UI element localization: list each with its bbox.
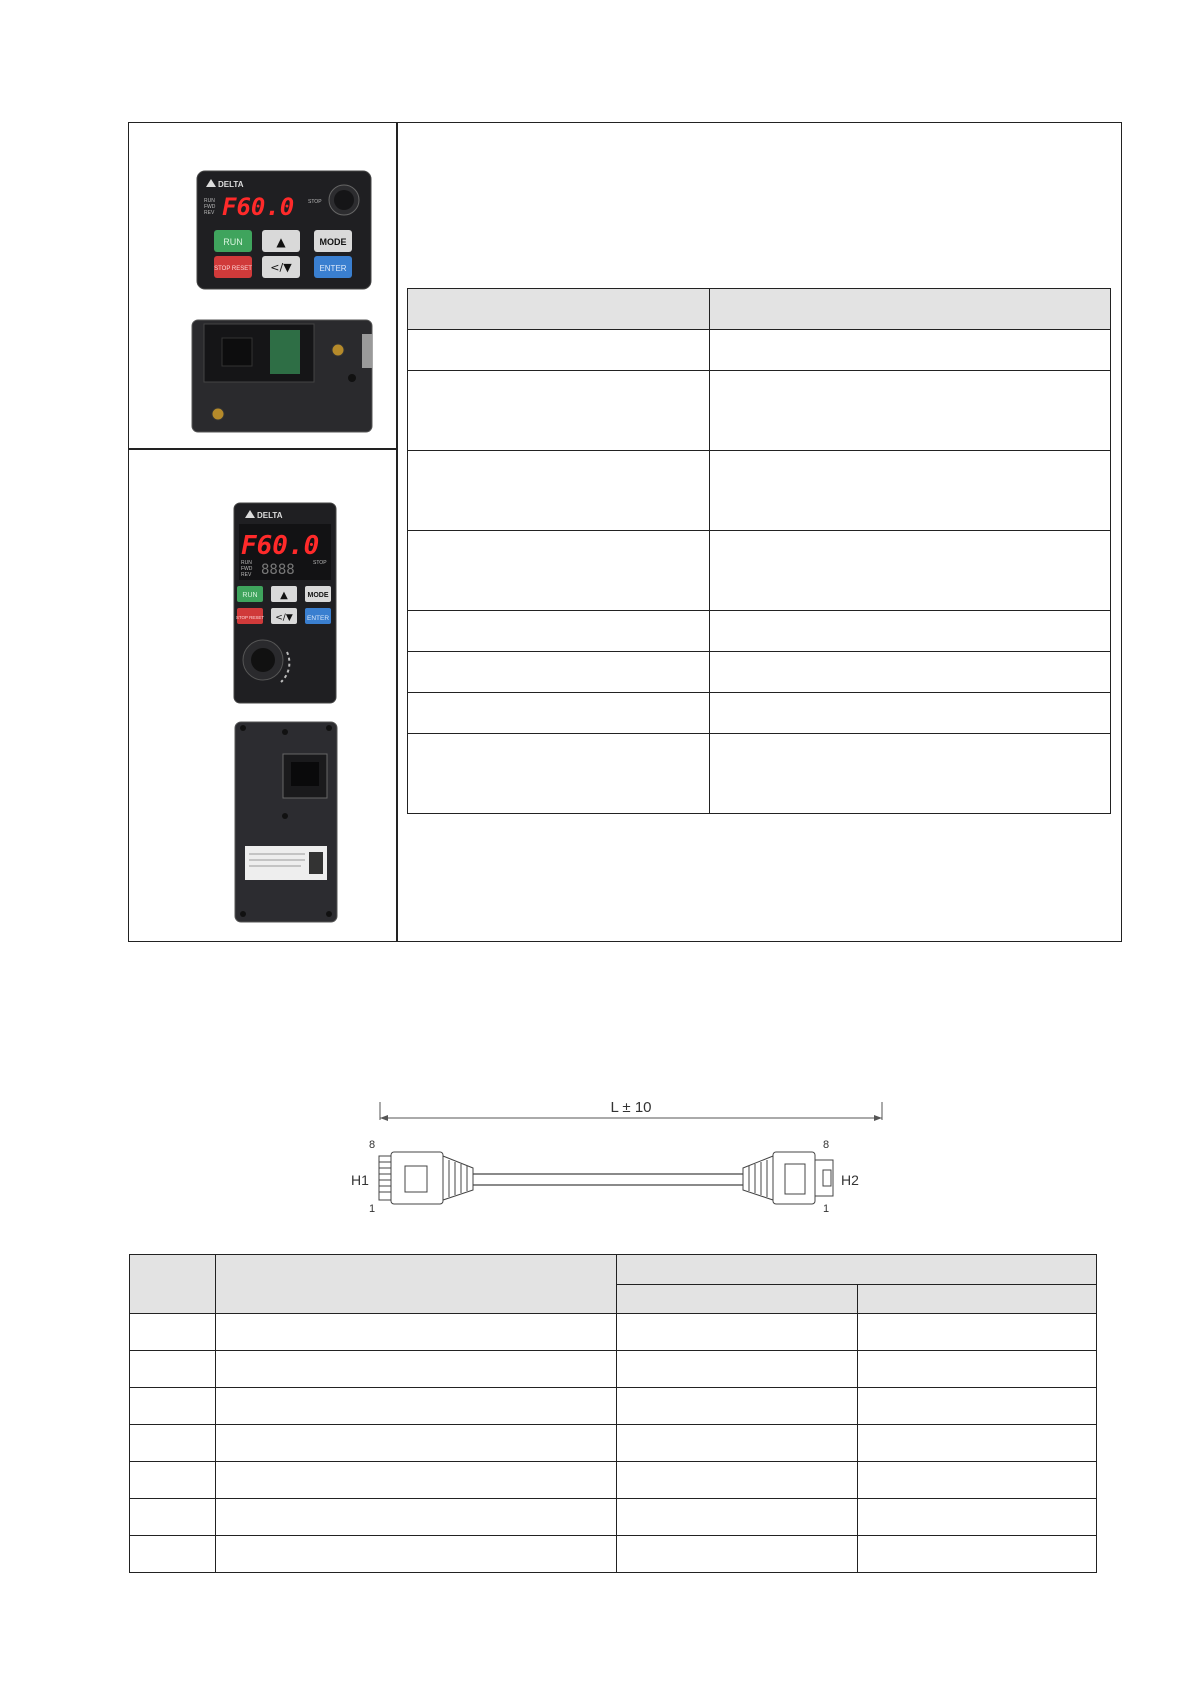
cable-table-cell	[130, 1462, 216, 1499]
cable-table-header-row-1	[130, 1255, 1097, 1285]
keypad-b-indicator-rev: REV	[241, 572, 252, 578]
cable-table-cell	[617, 1425, 858, 1462]
cable-table-cell	[617, 1388, 858, 1425]
keypad-a-indicator-run: RUN	[204, 198, 215, 204]
h1-plug-contacts	[379, 1156, 391, 1200]
cable-table-cell	[130, 1536, 216, 1573]
keypad-b-indicator-run: RUN	[241, 560, 252, 566]
keypad-a-circuit-board	[270, 330, 300, 374]
cable-table-cell	[858, 1536, 1097, 1573]
cable-table-cell	[216, 1314, 617, 1351]
spec-table-cell	[408, 611, 710, 652]
keypad-b-stop-indicator: STOP	[313, 560, 327, 566]
cable-table-cell	[216, 1499, 617, 1536]
cable-table-row	[130, 1499, 1097, 1536]
cable-table-header-cell	[216, 1255, 617, 1314]
spec-table-row	[408, 693, 1111, 734]
cable-table-row	[130, 1536, 1097, 1573]
keypad-b-sub-display: 8888	[261, 562, 295, 578]
spec-table-row	[408, 652, 1111, 693]
cable-table-cell	[130, 1499, 216, 1536]
keypad-a-brand: DELTA	[218, 180, 244, 189]
spec-table-cell	[408, 451, 710, 531]
spec-table-cell	[408, 652, 710, 693]
keypad-a-led-display: F60.0	[222, 193, 295, 221]
h1-connector-label: H1	[351, 1172, 369, 1188]
keypad-a-back-image	[190, 316, 376, 436]
cable-table-cell	[130, 1351, 216, 1388]
keypad-b-brand: DELTA	[257, 511, 283, 520]
keypad-b-back-image	[233, 720, 339, 924]
spec-table-row	[408, 531, 1111, 611]
keypad-b-qr-code	[309, 852, 323, 874]
spec-table-cell	[710, 371, 1111, 451]
keypad-b-led-display: F60.0	[241, 531, 320, 561]
frame-divider-vertical	[396, 122, 398, 942]
spec-table-cell	[710, 652, 1111, 693]
h2-pin-low-label: 1	[823, 1203, 830, 1215]
keypad-a-enter-label: ENTER	[319, 264, 347, 273]
h1-pin-high-label: 8	[369, 1139, 376, 1151]
cable-table-cell	[858, 1351, 1097, 1388]
keypad-b-mode-label: MODE	[307, 592, 329, 599]
h2-strain-relief	[743, 1156, 773, 1200]
spec-table-header-cell	[408, 289, 710, 330]
cable-table-cell	[858, 1462, 1097, 1499]
h1-pin-low-label: 1	[369, 1203, 376, 1215]
spec-table-row	[408, 330, 1111, 371]
h2-pin-high-label: 8	[823, 1139, 830, 1151]
cable-table-cell	[216, 1462, 617, 1499]
keypad-a-screw-top	[332, 344, 344, 356]
spec-table-header-cell	[710, 289, 1111, 330]
spec-table-cell	[408, 734, 710, 814]
cable-dimension-drawing	[345, 1090, 925, 1225]
keypad-a-run-label: RUN	[223, 237, 243, 247]
spec-table-cell	[710, 734, 1111, 814]
keypad-b-enter-label: ENTER	[306, 615, 330, 622]
cable-table-cell	[858, 1314, 1097, 1351]
keypad-a-up-label: ▲	[276, 235, 286, 249]
spec-table-row	[408, 451, 1111, 531]
cable-table-row	[130, 1314, 1097, 1351]
cable-table-row	[130, 1425, 1097, 1462]
keypad-a-indicator-fwd: FWD	[204, 204, 216, 210]
spec-table-row	[408, 734, 1111, 814]
cable-table-cell	[216, 1388, 617, 1425]
spec-table-cell	[408, 330, 710, 371]
keypad-b-stop-reset-label: STOP RESET	[235, 615, 265, 620]
spec-table-cell	[710, 693, 1111, 734]
spec-table-header-row	[408, 289, 1111, 330]
keypad-b-indicator-fwd: FWD	[241, 566, 253, 572]
cable-table-cell	[130, 1388, 216, 1425]
cable-table	[129, 1254, 1097, 1573]
cable-table-cell	[617, 1462, 858, 1499]
cable-table-header-cell	[858, 1284, 1097, 1314]
keypad-a-screw-bottom	[212, 408, 224, 420]
keypad-b-up-label: ▲	[280, 590, 288, 601]
spec-table-row	[408, 371, 1111, 451]
keypad-a-indicator-rev: REV	[204, 210, 215, 216]
keypad-a-mode-label: MODE	[319, 237, 347, 247]
spec-table-cell	[408, 371, 710, 451]
spec-table-cell	[408, 693, 710, 734]
cable-table-row	[130, 1388, 1097, 1425]
keypad-a-stop-reset-label: STOP RESET	[214, 266, 252, 272]
frame-divider-horizontal	[128, 448, 397, 450]
cable-table-header-cell	[617, 1284, 858, 1314]
keypad-b-shift-down-label: </▼	[275, 613, 293, 623]
cable-table-cell	[617, 1499, 858, 1536]
spec-table-cell	[408, 531, 710, 611]
keypad-b-run-label: RUN	[242, 592, 258, 599]
spec-table-cell	[710, 330, 1111, 371]
cable-table-row	[130, 1351, 1097, 1388]
cable-table-cell	[858, 1499, 1097, 1536]
cable-table-cell	[216, 1425, 617, 1462]
dimension-arrow-right-icon	[874, 1115, 882, 1121]
length-label: L ± 10	[610, 1099, 652, 1116]
cable-table-cell	[216, 1351, 617, 1388]
keypad-a-front-image	[196, 170, 372, 290]
cable-table-header-cell	[617, 1255, 1097, 1285]
h1-strain-relief	[443, 1156, 473, 1200]
cable-table-cell	[216, 1536, 617, 1573]
spec-table-cell	[710, 531, 1111, 611]
spec-table-cell	[710, 451, 1111, 531]
cable-table-cell	[858, 1388, 1097, 1425]
cable-table-header-cell	[130, 1255, 216, 1314]
cable-table-row	[130, 1462, 1097, 1499]
cable-table-cell	[130, 1425, 216, 1462]
cable-table-cell	[617, 1536, 858, 1573]
cable-table-cell	[130, 1314, 216, 1351]
dimension-arrow-left-icon	[380, 1115, 388, 1121]
cable-table-cell	[858, 1425, 1097, 1462]
cable-table-cell	[617, 1314, 858, 1351]
cable-table-cell	[617, 1351, 858, 1388]
h2-connector-label: H2	[841, 1172, 859, 1188]
spec-table	[407, 288, 1111, 814]
spec-table-cell	[710, 611, 1111, 652]
keypad-b-front-image	[233, 502, 337, 704]
keypad-a-shift-down-label: </▼	[270, 261, 292, 274]
keypad-a-stop-indicator: STOP	[308, 199, 322, 205]
spec-table-row	[408, 611, 1111, 652]
